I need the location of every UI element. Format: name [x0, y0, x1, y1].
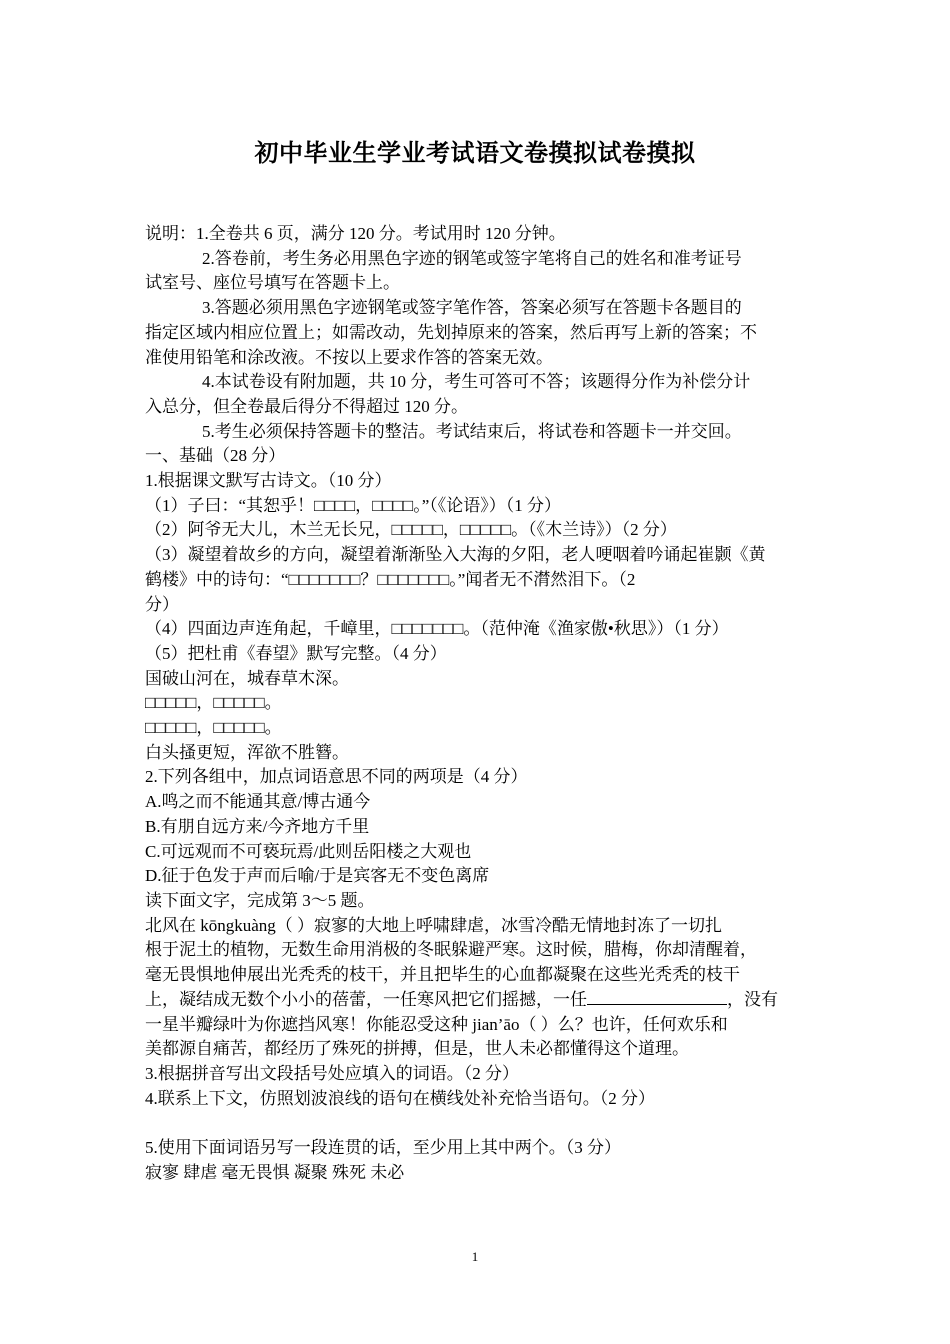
- instruction-line: 准使用铅笔和涂改液。不按以上要求作答的答案无效。: [145, 347, 553, 367]
- instruction-line: 2.答卷前，考生务必用黑色字迹的钢笔或签字笔将自己的姓名和准考证号: [202, 248, 742, 268]
- question-stem: 1.根据课文默写古诗文。（10 分）: [145, 471, 392, 491]
- page-title: 初中毕业生学业考试语文卷摸拟试卷摸拟: [254, 139, 696, 167]
- instruction-line: 指定区域内相应位置上；如需改动，先划掉原来的答案，然后再写上新的答案；不: [145, 322, 757, 342]
- instruction-line: 入总分，但全卷最后得分不得超过 120 分。: [145, 396, 468, 416]
- answer-option: D.征于色发于声而后喻/于是宾客无不变色离席: [145, 866, 490, 886]
- question-stem: 3.根据拼音写出文段括号处应填入的词语。（2 分）: [145, 1063, 519, 1083]
- passage-text: 上，凝结成无数个小小的蓓蕾，一任寒风把它们摇撼，一任: [145, 989, 587, 1009]
- poem-line: □□□□□，□□□□□。: [145, 718, 282, 738]
- question-part: （3）凝望着故乡的方向，凝望着渐渐坠入大海的夕阳，老人哽咽着吟诵起崔颢《黄: [145, 545, 766, 565]
- fill-in-blank: [587, 988, 727, 1005]
- exam-content: [145, 222, 813, 1185]
- section-heading: 一、基础（28 分）: [145, 446, 286, 466]
- question-part: 鹤楼》中的诗句：“□□□□□□□？□□□□□□□。”闻者无不潸然泪下。（2: [145, 569, 636, 589]
- instruction-line: 4.本试卷设有附加题，共 10 分，考生可答可不答；该题得分作为补偿分计: [202, 372, 751, 392]
- passage-line: 一星半瓣绿叶为你遮挡风寒！你能忍受这种 jian’āo（ ）么？也许，任何欢乐和: [145, 1014, 728, 1034]
- instruction-line: 3.答题必须用黑色字迹钢笔或签字笔作答，答案必须写在答题卡各题目的: [202, 298, 742, 318]
- answer-option: C.可远观而不可亵玩焉/此则岳阳楼之大观也: [145, 841, 472, 861]
- passage-line: 毫无畏惧地伸展出光秃秃的枝干，并且把毕生的心血都凝聚在这些光秃秃的枝干: [145, 965, 740, 985]
- poem-line: 国破山河在，城春草木深。: [145, 668, 349, 688]
- instruction-line: 试室号、座位号填写在答题卡上。: [145, 273, 400, 293]
- question-part: （4）四面边声连角起，千嶂里，□□□□□□□。（范仲淹《渔家傲•秋思》）（1 分）: [145, 619, 729, 639]
- question-part: （2）阿爷无大儿，木兰无长兄，□□□□□，□□□□□。（《木兰诗》）（2 分）: [145, 520, 677, 540]
- answer-gap: [145, 1111, 813, 1136]
- passage-line: [145, 988, 813, 1013]
- poem-line: □□□□□，□□□□□。: [145, 693, 282, 713]
- question-part: （1）子曰：“其恕乎！□□□□，□□□□。”（《论语》）（1 分）: [145, 495, 561, 515]
- reading-intro: 读下面文字，完成第 3～5 题。: [145, 890, 375, 910]
- passage-line: 美都源自痛苦，都经历了殊死的拼搏，但是，世人未必都懂得这个道理。: [145, 1039, 689, 1059]
- answer-option: A.鸣之而不能通其意/博古通今: [145, 792, 371, 812]
- poem-line: 白头搔更短，浑欲不胜簪。: [145, 742, 349, 762]
- instruction-line: 说明：1.全卷共 6 页，满分 120 分。考试用时 120 分钟。: [145, 224, 566, 243]
- question-part: （5）把杜甫《春望》默写完整。（4 分）: [145, 643, 447, 663]
- passage-line: 根于泥土的植物，无数生命用消极的冬眠躲避严寒。这时候，腊梅，你却清醒着，: [145, 940, 757, 960]
- instruction-line: 5.考生必须保持答题卡的整洁。考试结束后，将试卷和答题卡一并交回。: [202, 421, 742, 441]
- question-stem: 2.下列各组中，加点词语意思不同的两项是（4 分）: [145, 767, 528, 787]
- word-list: 寂寥 肆虐 毫无畏惧 凝聚 殊死 未必: [145, 1162, 405, 1182]
- passage-text: ，没有: [727, 989, 778, 1009]
- question-part: 分）: [145, 594, 179, 614]
- question-stem: 5.使用下面词语另写一段连贯的话，至少用上其中两个。（3 分）: [145, 1138, 621, 1157]
- page-number: 1: [471, 1249, 479, 1264]
- answer-option: B.有朋自远方来/今齐地方千里: [145, 816, 370, 836]
- question-stem: 4.联系上下文，仿照划波浪线的语句在横线处补充恰当语句。（2 分）: [145, 1088, 655, 1108]
- passage-line: 北风在 kōngkuàng（ ）寂寥的大地上呼啸肆虐，冰雪冷酷无情地封冻了一切扎: [145, 915, 723, 935]
